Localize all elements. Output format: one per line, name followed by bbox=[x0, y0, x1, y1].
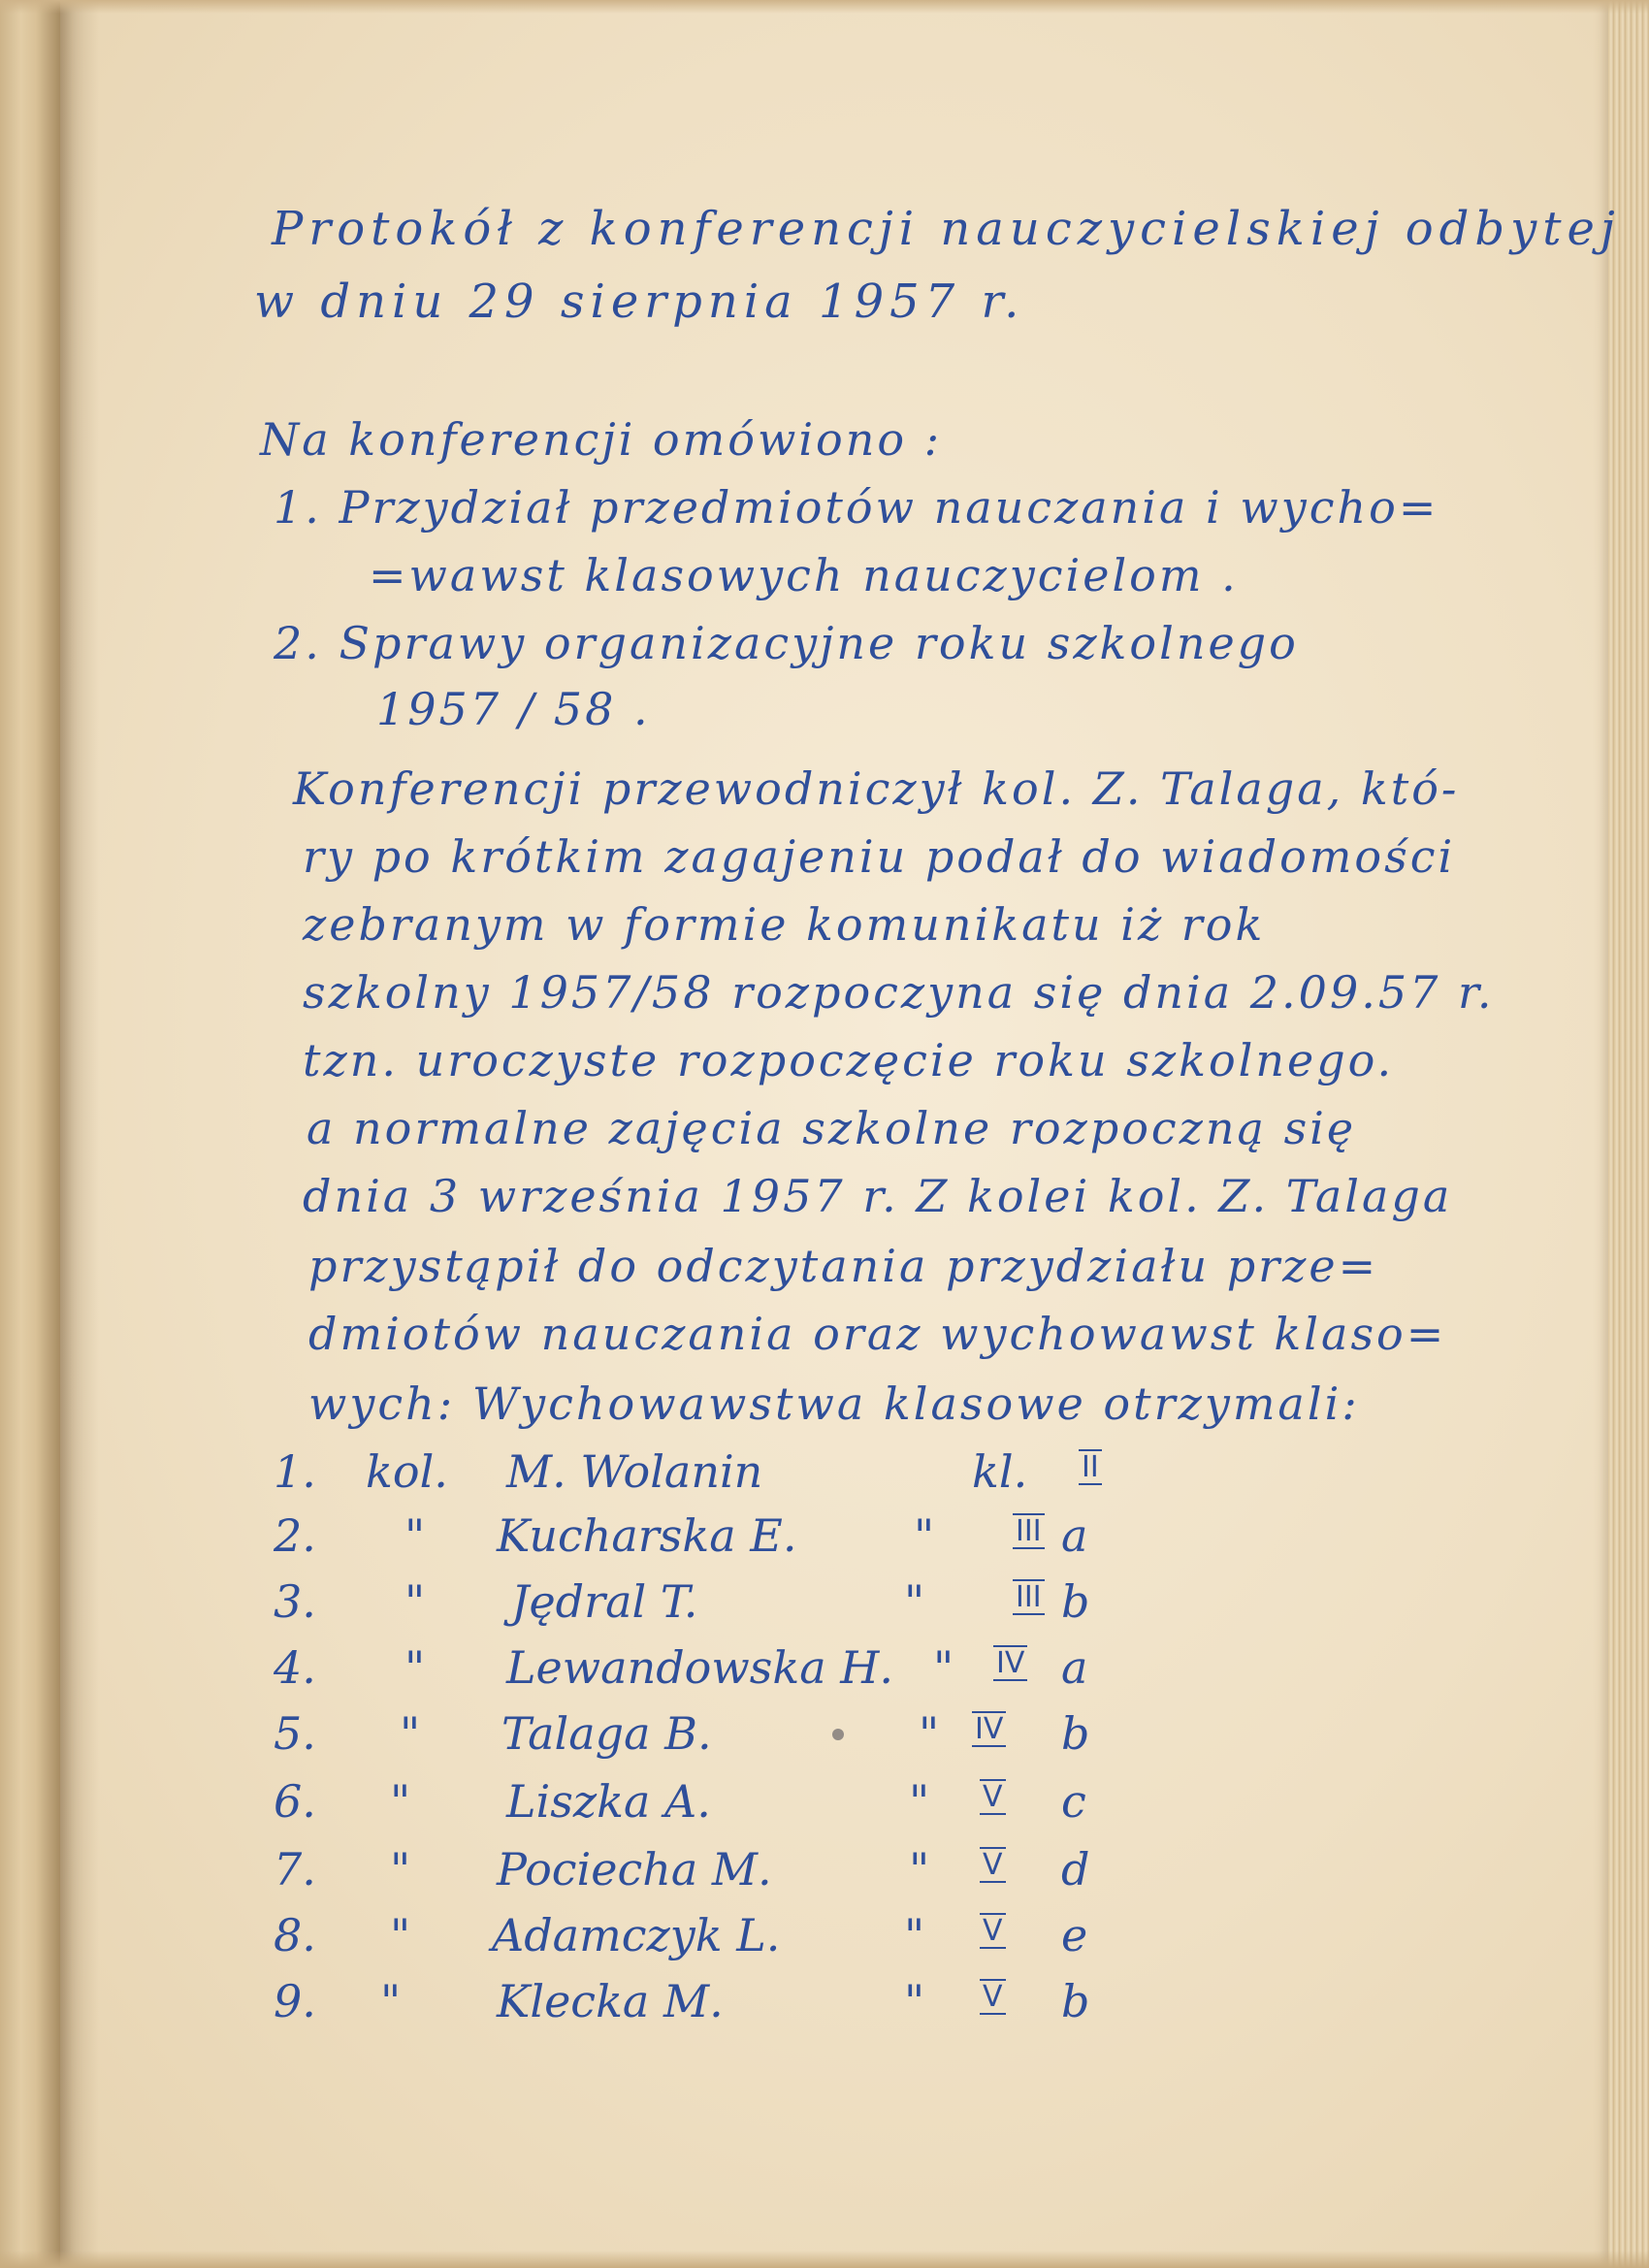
teacher-name: Liszka A. bbox=[506, 1775, 711, 1828]
protocol-title-line-1: Protokół z konferencji nauczycielskiej odbytej bbox=[272, 202, 1621, 256]
teacher-name: Lewandowska H. bbox=[506, 1641, 893, 1694]
class-grade: V bbox=[980, 1847, 1006, 1883]
assignment-prefix: " bbox=[390, 1775, 411, 1828]
agenda-item-2-line-1: 2. Sprawy organizacyjne roku szkolnego bbox=[274, 617, 1299, 669]
class-section: d bbox=[1061, 1843, 1090, 1895]
teacher-name: Klecka M. bbox=[497, 1975, 724, 2027]
class-grade: II bbox=[1079, 1449, 1102, 1485]
teacher-name: Pociecha M. bbox=[497, 1843, 772, 1895]
body-line-3: zebranym w formie komunikatu iż rok bbox=[303, 898, 1266, 951]
assignment-number: 4. bbox=[274, 1641, 316, 1694]
ditto-marker: " bbox=[914, 1509, 935, 1562]
page-edges-right bbox=[1608, 0, 1649, 2268]
class-section: b bbox=[1061, 1707, 1090, 1760]
class-section: b bbox=[1061, 1975, 1090, 2027]
body-line-8: przystąpił do odczytania przydziału prze= bbox=[308, 1240, 1379, 1292]
body-line-9: dmiotów nauczania oraz wychowawst klaso= bbox=[308, 1308, 1447, 1360]
body-line-10: wych: Wychowawstwa klasowe otrzymali: bbox=[308, 1377, 1360, 1430]
assignment-number: 6. bbox=[274, 1775, 316, 1828]
assignment-number: 5. bbox=[274, 1707, 316, 1760]
assignment-number: 2. bbox=[274, 1509, 316, 1562]
body-line-4: szkolny 1957/58 rozpoczyna się dnia 2.09.57 r. bbox=[303, 966, 1495, 1019]
ditto-marker: " bbox=[904, 1575, 925, 1628]
assignment-number: 1. bbox=[274, 1445, 316, 1498]
class-section: a bbox=[1061, 1509, 1088, 1562]
assignment-number: 8. bbox=[274, 1909, 316, 1961]
teacher-name: Kucharska E. bbox=[497, 1509, 797, 1562]
class-section: a bbox=[1061, 1641, 1088, 1694]
ink-blot bbox=[832, 1729, 844, 1740]
agenda-intro: Na konferencji omówiono : bbox=[260, 413, 943, 466]
ditto-marker: " bbox=[904, 1909, 925, 1961]
notebook-binding bbox=[0, 0, 60, 2268]
assignment-number: 9. bbox=[274, 1975, 316, 2027]
assignment-prefix: " bbox=[390, 1843, 411, 1895]
class-grade: III bbox=[1013, 1513, 1045, 1549]
class-section: e bbox=[1061, 1909, 1088, 1961]
protocol-title-line-2: w dniu 29 sierpnia 1957 r. bbox=[254, 275, 1025, 329]
assignment-number: 7. bbox=[274, 1843, 316, 1895]
body-line-6: a normalne zajęcia szkolne rozpoczną się bbox=[307, 1102, 1357, 1154]
ditto-marker: " bbox=[933, 1641, 954, 1694]
agenda-item-2-line-2: 1957 / 58 . bbox=[376, 683, 651, 735]
assignment-prefix: " bbox=[400, 1707, 421, 1760]
class-grade: IV bbox=[993, 1645, 1027, 1681]
binding-shadow bbox=[60, 0, 99, 2268]
class-section: c bbox=[1061, 1775, 1086, 1828]
class-grade: IV bbox=[972, 1711, 1006, 1747]
assignment-prefix: kol. bbox=[366, 1445, 448, 1498]
body-line-5: tzn. uroczyste rozpoczęcie roku szkolnego. bbox=[303, 1034, 1395, 1086]
assignment-prefix: " bbox=[404, 1509, 426, 1562]
class-marker: kl. bbox=[972, 1445, 1028, 1498]
agenda-item-1-line-1: 1. Przydział przedmiotów nauczania i wycho= bbox=[274, 481, 1439, 534]
class-grade: V bbox=[980, 1979, 1006, 2015]
ditto-marker: " bbox=[919, 1707, 940, 1760]
ditto-marker: " bbox=[909, 1843, 930, 1895]
teacher-name: Jędral T. bbox=[511, 1575, 698, 1628]
class-grade: V bbox=[980, 1913, 1006, 1949]
assignment-prefix: " bbox=[390, 1909, 411, 1961]
class-grade: V bbox=[980, 1779, 1006, 1815]
ditto-marker: " bbox=[904, 1975, 925, 2027]
assignment-prefix: " bbox=[404, 1575, 426, 1628]
class-section: b bbox=[1061, 1575, 1090, 1628]
assignment-prefix: " bbox=[380, 1975, 402, 2027]
body-line-7: dnia 3 września 1957 r. Z kolei kol. Z. Talaga bbox=[303, 1170, 1453, 1222]
page-edge-bottom bbox=[0, 2251, 1649, 2268]
ditto-marker: " bbox=[909, 1775, 930, 1828]
agenda-item-1-line-2: =wawst klasowych nauczycielom . bbox=[369, 549, 1239, 601]
assignment-number: 3. bbox=[274, 1575, 316, 1628]
assignment-prefix: " bbox=[404, 1641, 426, 1694]
body-line-1: Konferencji przewodniczył kol. Z. Talaga, któ- bbox=[293, 762, 1460, 815]
body-line-2: ry po krótkim zagajeniu podał do wiadomości bbox=[303, 830, 1456, 883]
teacher-name: M. Wolanin bbox=[506, 1445, 763, 1498]
page-edge-top bbox=[0, 0, 1649, 14]
class-grade: III bbox=[1013, 1579, 1045, 1615]
teacher-name: Adamczyk L. bbox=[492, 1909, 781, 1961]
teacher-name: Talaga B. bbox=[501, 1707, 712, 1760]
